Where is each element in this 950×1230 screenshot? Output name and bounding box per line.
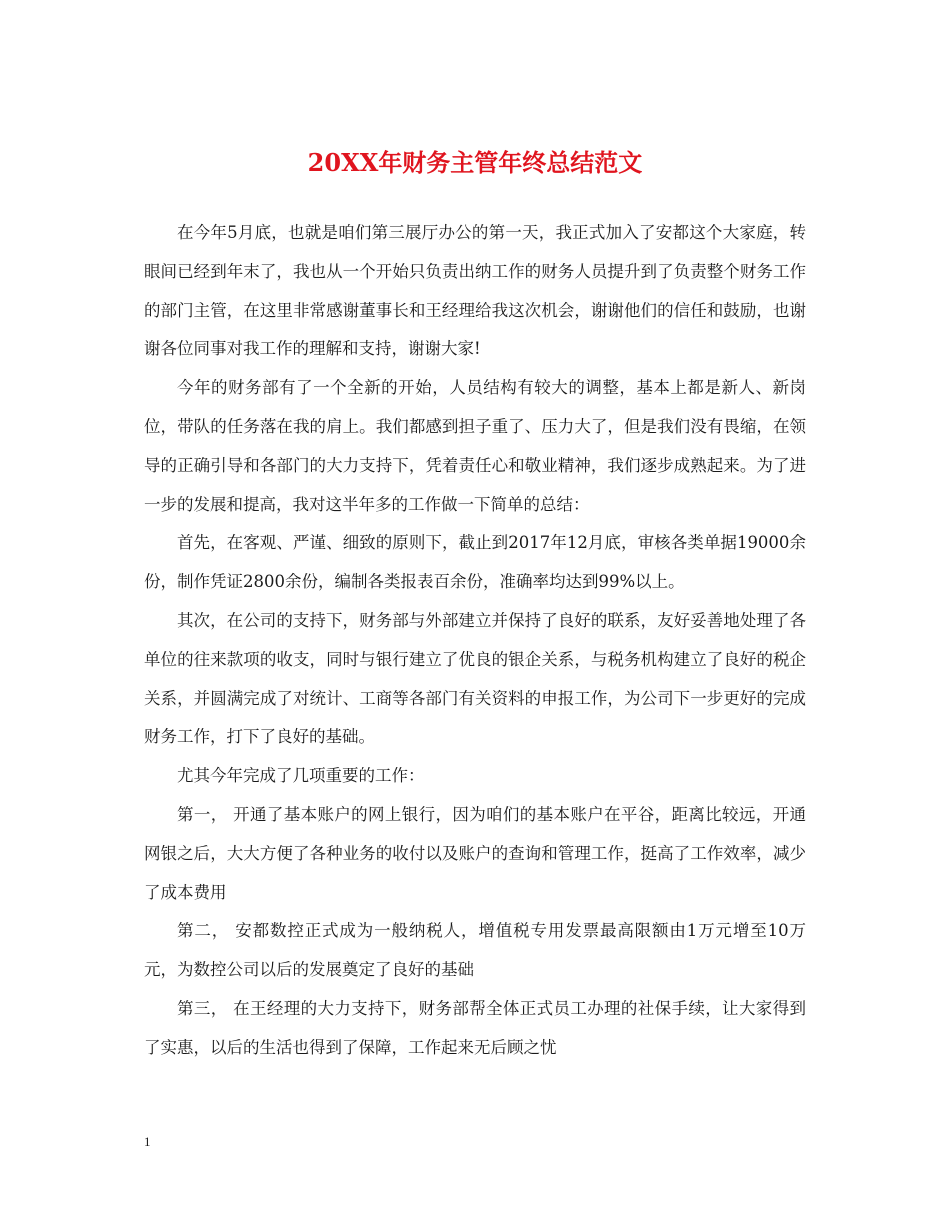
paragraph-second-point: 其次，在公司的支持下，财务部与外部建立并保持了良好的联系，友好妥善地处理了各单位的往来款项的收支，同时与银行建立了优良的银企关系，与税务机构建立了良好的税企关系，并圆满完成了对统计、工商等各部门有关资料的申报工作，为公司下一步更好的完成财务工作，打下了良好的基础。 xyxy=(144,610,806,747)
document-body xyxy=(144,214,806,1068)
paragraph-item-one: 第一， 开通了基本账户的网上银行，因为咱们的基本账户在平谷，距离比较远，开通网银之后，大大方便了各种业务的收付以及账户的查询和管理工作，挺高了工作效率，减少了成本费用 xyxy=(144,804,806,902)
paragraph-important-work-heading: 尤其今年完成了几项重要的工作： xyxy=(177,766,425,786)
document-title: 20XX年财务主管年终总结范文 xyxy=(307,148,643,177)
paragraph-first-point: 首先，在客观、严谨、细致的原则下，截止到2017年12月底，审核各类单据19000余份，制作凭证2800余份，编制各类报表百余份，准确率均达到99%以上。 xyxy=(144,533,806,592)
paragraph-intro: 在今年5月底，也就是咱们第三展厅办公的第一天，我正式加入了安都这个大家庭，转眼间已经到年末了，我也从一个开始只负责出纳工作的财务人员提升到了负责整个财务工作的部门主管，在这里非常感谢董事长和王经理给我这次机会，谢谢他们的信任和鼓励，也谢谢各位同事对我工作的理解和支持，谢谢大家! xyxy=(144,223,806,359)
paragraph-overview: 今年的财务部有了一个全新的开始，人员结构有较大的调整，基本上都是新人、新岗位，带队的任务落在我的肩上。我们都感到担子重了、压力大了，但是我们没有畏缩，在领导的正确引导和各部门的大力支持下，凭着责任心和敬业精神，我们逐步成熟起来。为了进一步的发展和提高，我对这半年多的工作做一下简单的总结： xyxy=(144,378,806,514)
paragraph-item-three: 第三， 在王经理的大力支持下，财务部帮全体正式员工办理的社保手续，让大家得到了实惠，以后的生活也得到了保障，工作起来无后顾之忧 xyxy=(144,998,806,1057)
paragraph-item-two: 第二， 安都数控正式成为一般纳税人，增值税专用发票最高限额由1万元增至10万元，为数控公司以后的发展奠定了良好的基础 xyxy=(144,921,806,980)
page-number: 1 xyxy=(144,1134,151,1149)
